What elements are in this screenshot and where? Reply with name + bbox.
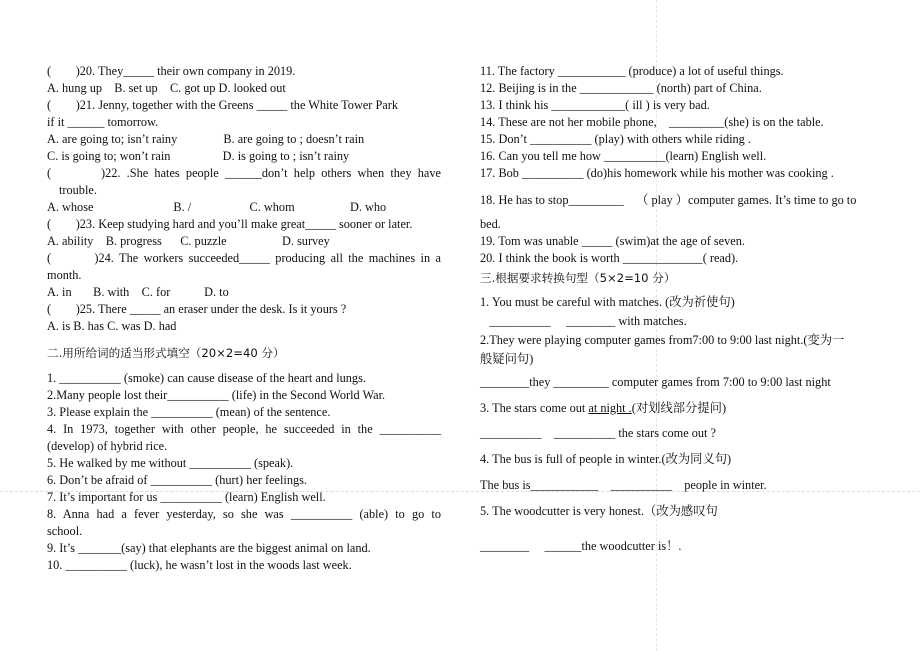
exercise-line: 2.They were playing computer games from7:00 to 9:00 last night.(变为一 [480, 333, 845, 347]
exercise-line: 9. It’s _______(say) that elephants are the biggest animal on land. [47, 541, 371, 555]
section-heading: 三.根据要求转换句型（5×2=10 分） [480, 271, 676, 285]
exercise-line: __________ __________ the stars come out ? [480, 426, 717, 440]
exercise-line: trouble. [59, 183, 97, 197]
section-heading: 二.用所给词的适当形式填空（20×2=40 分） [47, 346, 285, 360]
exercise-line: 20. I think the book is worth _____________( read). [480, 251, 739, 265]
exercise-line: ( )23. Keep studying hard and you’ll make great_____ sooner or later. [47, 217, 413, 231]
exercise-line: 1. __________ (smoke) can cause disease of the heart and lungs. [47, 371, 366, 385]
exercise-line: ( )21. Jenny, together with the Greens _____ the White Tower Park [47, 98, 399, 112]
exercise-line: The bus is___________ __________ people in winter. [480, 478, 767, 492]
exercise-line: 15. Don’t __________ (play) with others while riding . [480, 132, 751, 146]
exercise-line: ( )25. There _____ an eraser under the desk. Is it yours ? [47, 302, 347, 316]
exercise-line: 18. He has to stop_________ （ play ）computer games. It’s time to go to [480, 193, 857, 207]
exercise-line: 12. Beijing is in the ____________ (north) part of China. [480, 81, 762, 95]
underlined-phrase: at night . [588, 401, 632, 415]
exercise-line: 8. Anna had a fever yesterday, so she was __________ (able) to go to [47, 507, 441, 521]
exercise-line: 7. It’s important for us __________ (learn) English well. [47, 490, 326, 504]
exercise-line: month. [47, 268, 82, 282]
exercise-line: bed. [480, 217, 501, 231]
exercise-line: A. is B. has C. was D. had [47, 319, 177, 333]
exercise-line: 4. The bus is full of people in winter.(改为同义句) [480, 452, 732, 466]
exercise-line: 3. The stars come out at night .(对划线部分提问) [480, 401, 727, 415]
exercise-line: 13. I think his ____________( ill ) is very bad. [480, 98, 710, 112]
exercise-line: ________they _________ computer games from 7:00 to 9:00 last night [480, 375, 831, 389]
exercise-line: 16. Can you tell me how __________(learn) English well. [480, 149, 767, 163]
exercise-line: 5. The woodcutter is very honest.（改为感叹句 [480, 504, 718, 518]
exercise-line: ( )24. The workers succeeded_____ producing all the machines in a [47, 251, 441, 265]
exercise-line: A. in B. with C. for D. to [47, 285, 229, 299]
exercise-line: 11. The factory ___________ (produce) a lot of useful things. [480, 64, 784, 78]
exercise-line: A. ability B. progress C. puzzle D. survey [47, 234, 330, 248]
exercise-line: 4. In 1973, together with other people, he succeeded in the __________ [47, 422, 441, 436]
exercise-line: ( )20. They_____ their own company in 2019. [47, 64, 296, 78]
exercise-line: A. are going to; isn’t rainy B. are going to ; doesn’t rain [47, 132, 365, 146]
exercise-line: (develop) of hybrid rice. [47, 439, 168, 453]
exercise-line: school. [47, 524, 83, 538]
exercise-line: 17. Bob __________ (do)his homework while his mother was cooking . [480, 166, 834, 180]
exercise-line: 3. Please explain the __________ (mean) of the sentence. [47, 405, 331, 419]
exercise-line: 般疑问句) [480, 352, 534, 366]
exercise-line: 2.Many people lost their__________ (life) in the Second World War. [47, 388, 386, 402]
exercise-line: ________ ______the woodcutter is！. [480, 539, 682, 553]
exercise-line: 1. You must be careful with matches. (改为祈使句) [480, 295, 735, 309]
exercise-line: 6. Don’t be afraid of __________ (hurt) her feelings. [47, 473, 307, 487]
exercise-line: 10. __________ (luck), he wasn’t lost in the woods last week. [47, 558, 352, 572]
exercise-line: A. hung up B. set up C. got up D. looked out [47, 81, 286, 95]
exercise-line: A. whose B. / C. whom D. who [47, 200, 387, 214]
exercise-line: ( )22. .She hates people ______don’t help others when they have [47, 166, 441, 180]
exercise-line: 14. These are not her mobile phone, _________(she) is on the table. [480, 115, 824, 129]
exercise-line: 19. Tom was unable _____ (swim)at the age of seven. [480, 234, 745, 248]
exercise-line: if it ______ tomorrow. [47, 115, 159, 129]
exercise-line: 5. He walked by me without __________ (speak). [47, 456, 294, 470]
exercise-line: __________ ________ with matches. [480, 314, 687, 328]
exercise-line: C. is going to; won’t rain D. is going to ; isn’t rainy [47, 149, 350, 163]
